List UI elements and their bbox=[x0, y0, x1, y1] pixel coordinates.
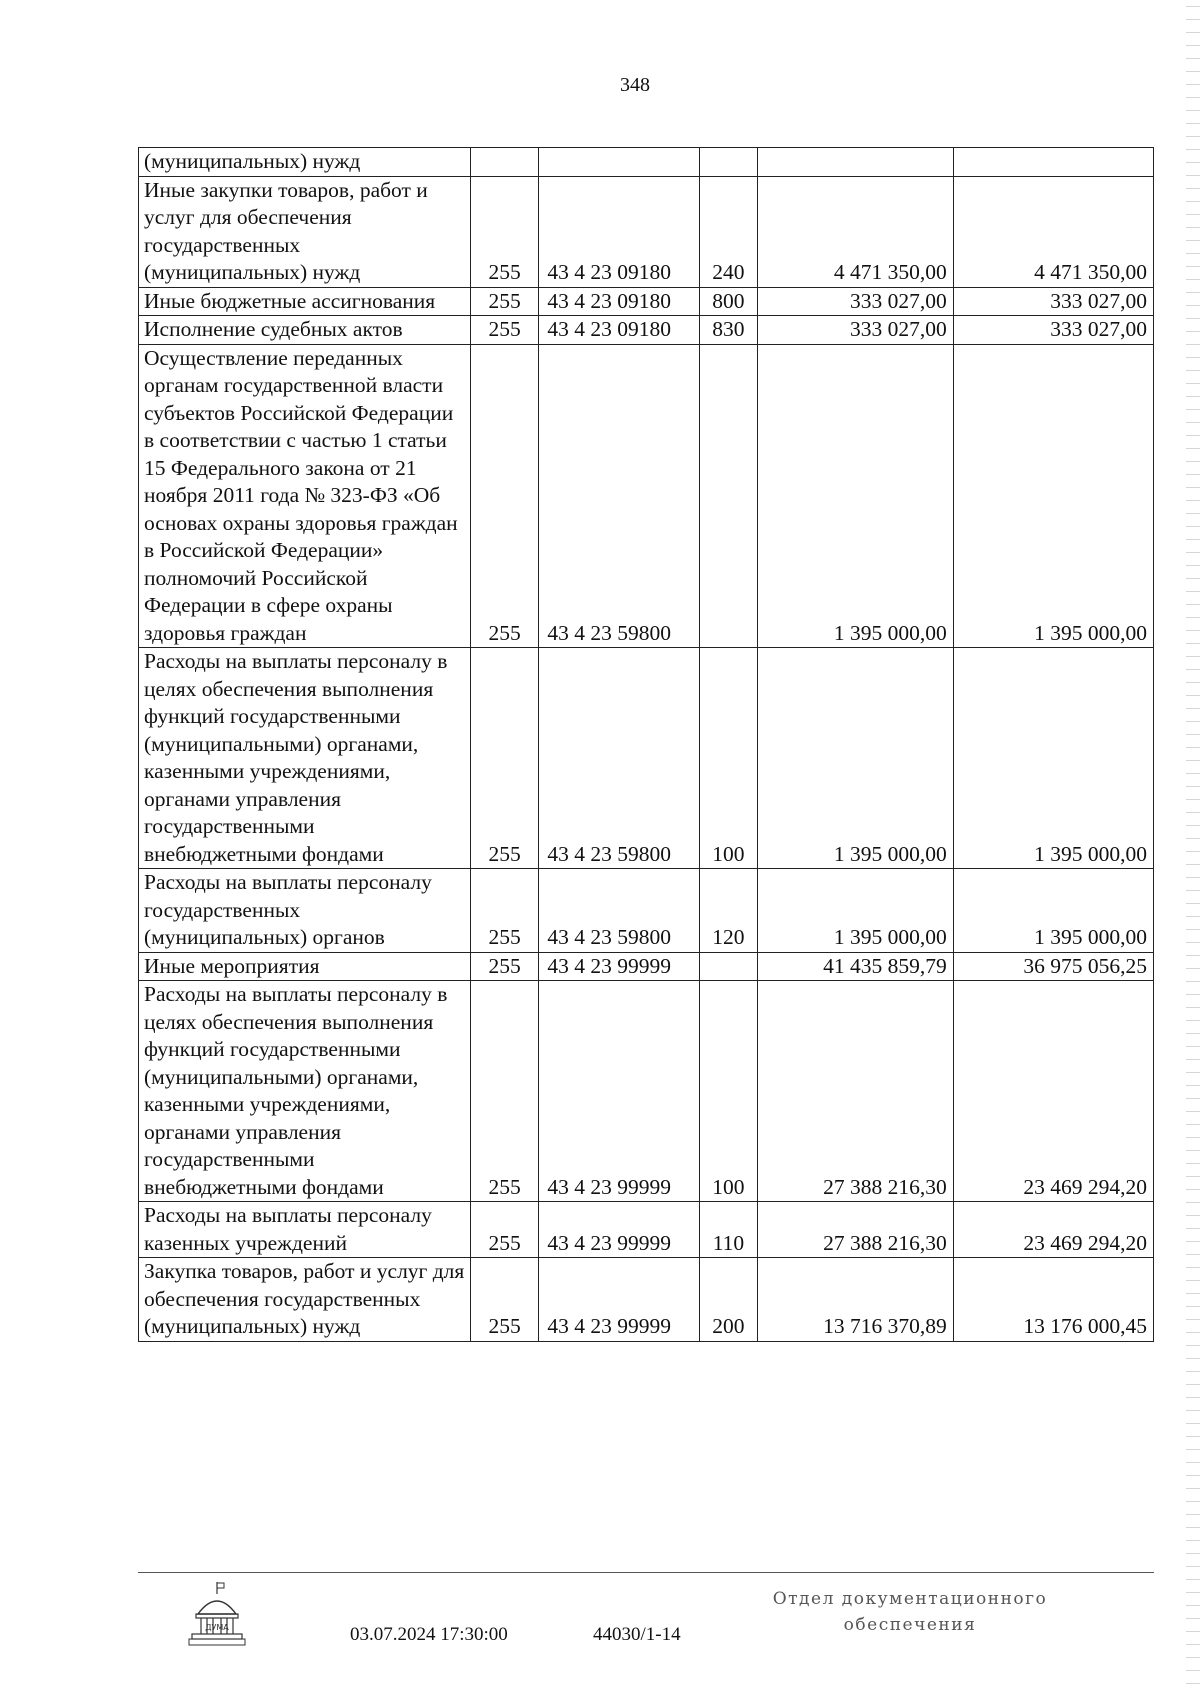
cell-vr bbox=[700, 952, 758, 981]
table-row bbox=[139, 981, 1154, 1202]
cell-ved: 255 bbox=[470, 648, 539, 869]
cell-vr: 240 bbox=[700, 176, 758, 287]
cell-name: Расходы на выплаты персоналу в целях обеспечения выполнения функций государственными (муниципальными) органами, казенными учреждениями, органами управления государственными внебюджетными фондами bbox=[139, 648, 471, 869]
cell-vr bbox=[700, 344, 758, 648]
cell-csr: 43 4 23 09180 bbox=[539, 287, 700, 316]
cell-csr: 43 4 23 99999 bbox=[539, 952, 700, 981]
cell-sum-1: 13 716 370,89 bbox=[757, 1258, 953, 1342]
cell-csr: 43 4 23 59800 bbox=[539, 869, 700, 953]
cell-name: Иные бюджетные ассигнования bbox=[139, 287, 471, 316]
cell-ved: 255 bbox=[470, 952, 539, 981]
scan-edge-strip bbox=[1186, 0, 1200, 1695]
cell-csr: 43 4 23 99999 bbox=[539, 1202, 700, 1258]
cell-vr bbox=[700, 148, 758, 177]
cell-name: Исполнение судебных актов bbox=[139, 316, 471, 345]
cell-ved: 255 bbox=[470, 287, 539, 316]
cell-sum-2: 36 975 056,25 bbox=[953, 952, 1153, 981]
cell-sum-2: 1 395 000,00 bbox=[953, 869, 1153, 953]
cell-sum-2 bbox=[953, 148, 1153, 177]
cell-sum-2: 333 027,00 bbox=[953, 287, 1153, 316]
budget-table-body bbox=[139, 148, 1154, 1342]
cell-csr bbox=[539, 148, 700, 177]
table-row bbox=[139, 952, 1154, 981]
cell-vr: 200 bbox=[700, 1258, 758, 1342]
cell-ved bbox=[470, 148, 539, 177]
cell-name: Расходы на выплаты персоналу государственных (муниципальных) органов bbox=[139, 869, 471, 953]
cell-csr: 43 4 23 59800 bbox=[539, 648, 700, 869]
cell-sum-2: 13 176 000,45 bbox=[953, 1258, 1153, 1342]
table-row bbox=[139, 1202, 1154, 1258]
cell-vr: 120 bbox=[700, 869, 758, 953]
table-row bbox=[139, 869, 1154, 953]
table-row bbox=[139, 287, 1154, 316]
page-number: 348 bbox=[620, 74, 650, 96]
cell-sum-1: 333 027,00 bbox=[757, 287, 953, 316]
cell-csr: 43 4 23 59800 bbox=[539, 344, 700, 648]
table-row bbox=[139, 1258, 1154, 1342]
cell-csr: 43 4 23 09180 bbox=[539, 176, 700, 287]
footer-date: 03.07.2024 17:30:00 bbox=[350, 1624, 508, 1645]
cell-name: Закупка товаров, работ и услуг для обеспечения государственных (муниципальных) нужд bbox=[139, 1258, 471, 1342]
table-row bbox=[139, 316, 1154, 345]
table-row bbox=[139, 344, 1154, 648]
cell-vr: 100 bbox=[700, 981, 758, 1202]
cell-ved: 255 bbox=[470, 1202, 539, 1258]
footer-doc-code: 44030/1-14 bbox=[593, 1624, 681, 1645]
cell-vr: 110 bbox=[700, 1202, 758, 1258]
cell-sum-2: 333 027,00 bbox=[953, 316, 1153, 345]
cell-csr: 43 4 23 99999 bbox=[539, 1258, 700, 1342]
cell-ved: 255 bbox=[470, 869, 539, 953]
cell-sum-2: 23 469 294,20 bbox=[953, 981, 1153, 1202]
cell-sum-2: 1 395 000,00 bbox=[953, 344, 1153, 648]
cell-sum-1: 1 395 000,00 bbox=[757, 648, 953, 869]
table-row bbox=[139, 148, 1154, 177]
cell-ved: 255 bbox=[470, 981, 539, 1202]
stamp-line-1: Отдел документационного bbox=[772, 1589, 1048, 1609]
cell-sum-2: 1 395 000,00 bbox=[953, 648, 1153, 869]
cell-name: Расходы на выплаты персоналу в целях обеспечения выполнения функций государственными (муниципальными) органами, казенными учреждениями, органами управления государственными внебюджетными фондами bbox=[139, 981, 471, 1202]
cell-name: Осуществление переданных органам государственной власти субъектов Российской Федерации в соответствии с частью 1 статьи 15 Федерального закона от 21 ноября 2011 года № 323-ФЗ «Об основах охраны здоровья граждан в Российской Федерации» полномочий Российской Федерации в сфере охраны здоровья граждан bbox=[139, 344, 471, 648]
cell-name: Иные закупки товаров, работ и услуг для обеспечения государственных (муниципальных) нужд bbox=[139, 176, 471, 287]
cell-ved: 255 bbox=[470, 1258, 539, 1342]
emblem-text: ДУМА bbox=[205, 1623, 229, 1632]
department-stamp bbox=[760, 1586, 1060, 1638]
cell-ved: 255 bbox=[470, 344, 539, 648]
cell-sum-1: 27 388 216,30 bbox=[757, 981, 953, 1202]
table-row bbox=[139, 648, 1154, 869]
cell-name: (муниципальных) нужд bbox=[139, 148, 471, 177]
cell-sum-1 bbox=[757, 148, 953, 177]
cell-sum-1: 41 435 859,79 bbox=[757, 952, 953, 981]
cell-sum-1: 4 471 350,00 bbox=[757, 176, 953, 287]
cell-sum-1: 333 027,00 bbox=[757, 316, 953, 345]
cell-sum-2: 23 469 294,20 bbox=[953, 1202, 1153, 1258]
cell-vr: 830 bbox=[700, 316, 758, 345]
budget-table bbox=[138, 147, 1154, 1342]
cell-vr: 100 bbox=[700, 648, 758, 869]
cell-name: Расходы на выплаты персоналу казенных учреждений bbox=[139, 1202, 471, 1258]
cell-sum-1: 1 395 000,00 bbox=[757, 344, 953, 648]
cell-sum-1: 27 388 216,30 bbox=[757, 1202, 953, 1258]
cell-sum-2: 4 471 350,00 bbox=[953, 176, 1153, 287]
cell-ved: 255 bbox=[470, 176, 539, 287]
cell-csr: 43 4 23 99999 bbox=[539, 981, 700, 1202]
cell-ved: 255 bbox=[470, 316, 539, 345]
footer-divider bbox=[138, 1572, 1154, 1573]
stamp-line-2: обеспечения bbox=[843, 1615, 977, 1635]
cell-name: Иные мероприятия bbox=[139, 952, 471, 981]
cell-vr: 800 bbox=[700, 287, 758, 316]
cell-csr: 43 4 23 09180 bbox=[539, 316, 700, 345]
cell-sum-1: 1 395 000,00 bbox=[757, 869, 953, 953]
table-row bbox=[139, 176, 1154, 287]
duma-building-icon bbox=[188, 1580, 246, 1648]
